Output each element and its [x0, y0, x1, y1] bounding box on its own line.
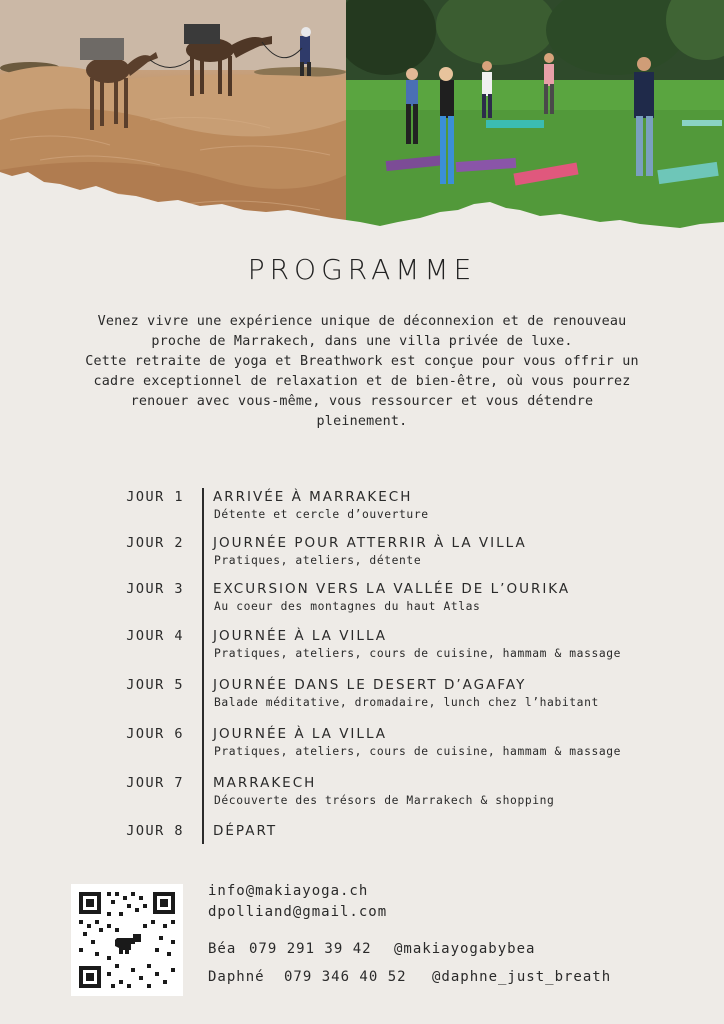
- day-title: DÉPART: [213, 823, 278, 839]
- torn-paper-edge: [0, 0, 724, 240]
- intro-line: Venez vivre une expérience unique de déconnexion et de renouveau: [97, 314, 627, 329]
- email-contact-1[interactable]: info@makiayoga.ch: [208, 883, 369, 899]
- intro-line: renouer avec vous-même, vous ressourcer et vous détendre: [130, 394, 594, 409]
- day-label: JOUR 4: [126, 628, 184, 644]
- qr-code[interactable]: [71, 884, 183, 996]
- day-title: MARRAKECH: [213, 775, 317, 791]
- intro-line: pleinement.: [316, 414, 408, 429]
- intro-line: proche de Marrakech, dans une villa privée de luxe.: [151, 334, 573, 349]
- daphne-instagram-handle[interactable]: @daphne_just_breath: [432, 969, 612, 985]
- day-title: JOURNÉE POUR ATTERRIR À LA VILLA: [213, 535, 527, 551]
- day-subtitle: Détente et cercle d’ouverture: [214, 508, 429, 521]
- day-subtitle: Pratiques, ateliers, cours de cuisine, hammam & massage: [214, 647, 622, 660]
- page-title: PROGRAMME: [247, 253, 477, 286]
- qr-code-graphic: [71, 884, 183, 996]
- day-label: JOUR 3: [126, 581, 184, 597]
- day-label: JOUR 2: [126, 535, 184, 551]
- bea-instagram-handle[interactable]: @makiayogabybea: [394, 941, 536, 957]
- day-subtitle: Balade méditative, dromadaire, lunch chez l’habitant: [214, 696, 599, 709]
- day-title: JOURNÉE DANS LE DESERT D’AGAFAY: [213, 677, 527, 693]
- daphne-phone[interactable]: 079 346 40 52: [284, 969, 407, 985]
- day-subtitle: Découverte des trésors de Marrakech & shopping: [214, 794, 555, 807]
- day-subtitle: Pratiques, ateliers, détente: [214, 554, 422, 567]
- intro-paragraph: [30, 312, 694, 432]
- intro-line: Cette retraite de yoga et Breathwork est conçue pour vous offrir un: [85, 354, 639, 369]
- day-label: JOUR 6: [126, 726, 184, 742]
- day-label: JOUR 1: [126, 489, 184, 505]
- day-label: JOUR 7: [126, 775, 184, 791]
- day-title: ARRIVÉE À MARRAKECH: [213, 489, 413, 505]
- day-label: JOUR 8: [126, 823, 184, 839]
- schedule-divider: [202, 488, 204, 844]
- day-subtitle: Au coeur des montagnes du haut Atlas: [214, 600, 481, 613]
- email-contact-2[interactable]: dpolliand@gmail.com: [208, 904, 388, 920]
- bea-name: Béa: [208, 941, 237, 957]
- bea-phone[interactable]: 079 291 39 42: [249, 941, 372, 957]
- day-label: JOUR 5: [126, 677, 184, 693]
- hero-photos: [0, 0, 724, 240]
- day-title: JOURNÉE À LA VILLA: [213, 628, 388, 644]
- day-title: EXCURSION VERS LA VALLÉE DE L’OURIKA: [213, 581, 571, 597]
- day-title: JOURNÉE À LA VILLA: [213, 726, 388, 742]
- daphne-name: Daphné: [208, 969, 265, 985]
- intro-line: cadre exceptionnel de relaxation et de bien-être, où vous pourrez: [93, 374, 631, 389]
- day-subtitle: Pratiques, ateliers, cours de cuisine, hammam & massage: [214, 745, 622, 758]
